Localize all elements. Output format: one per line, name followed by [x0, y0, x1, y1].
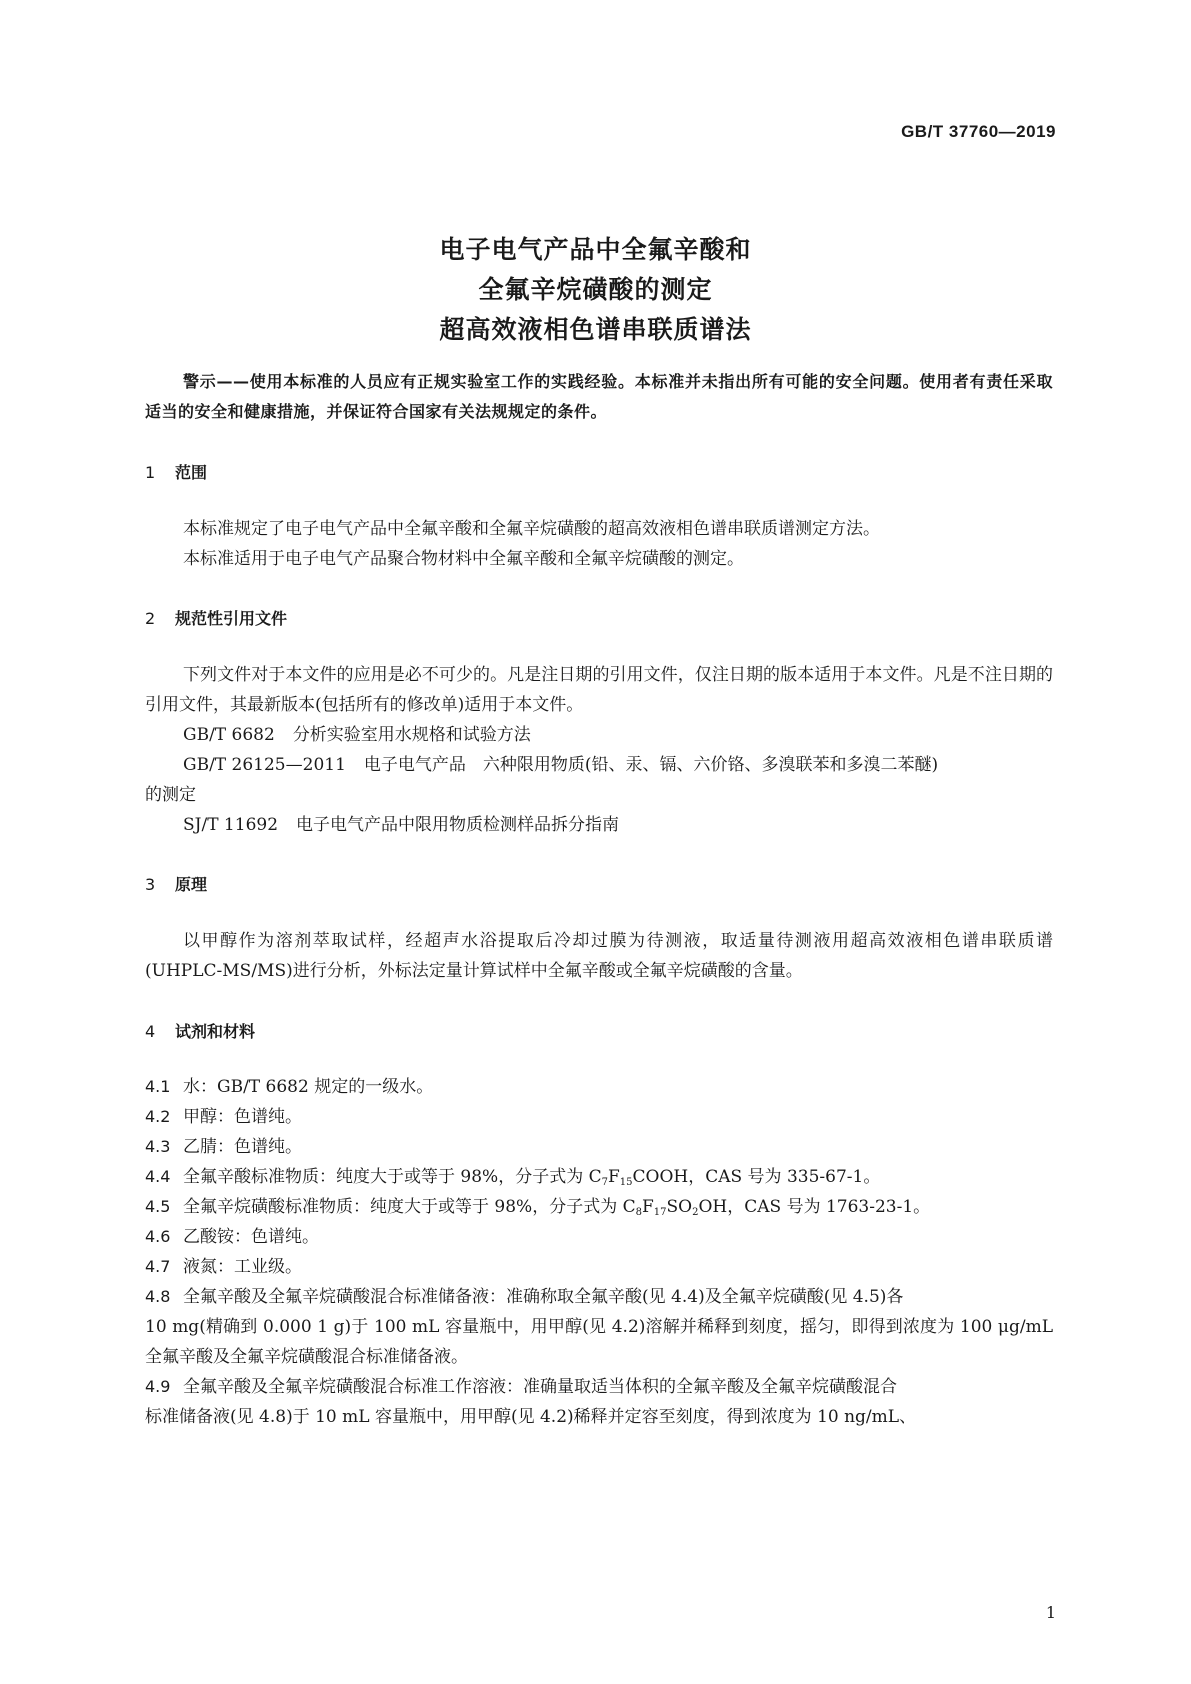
item-text: 甲醇：色谱纯。: [183, 1107, 302, 1127]
reference-code: GB/T 26125—2011: [183, 755, 346, 775]
section-title: 试剂和材料: [175, 1022, 256, 1041]
item-text: 全氟辛烷磺酸标准物质：纯度大于或等于 98%，分子式为 C: [183, 1197, 636, 1217]
scope-paragraph-1: 本标准规定了电子电气产品中全氟辛酸和全氟辛烷磺酸的超高效液相色谱串联质谱测定方法。: [183, 519, 880, 539]
subscript: 2: [692, 1207, 699, 1218]
item-text: SO: [666, 1197, 693, 1217]
reagent-item: [145, 1282, 1053, 1312]
section-1-heading: [145, 460, 207, 483]
title-line-2: 全氟辛烷磺酸的测定: [478, 275, 713, 304]
reference-item: [183, 750, 938, 780]
item-text: F: [641, 1197, 654, 1217]
section-number: 1: [145, 463, 156, 482]
item-number: 4.2: [145, 1107, 171, 1126]
reagent-item: [145, 1072, 1053, 1102]
reagent-item: [145, 1372, 1053, 1402]
section-number: 4: [145, 1022, 156, 1041]
reagent-item: [145, 1192, 1053, 1222]
reference-item: [183, 720, 531, 750]
reagent-item-continued: 10 mg(精确到 0.000 1 g)于 100 mL 容量瓶中，用甲醇(见 4.2)溶解并稀释到刻度，摇匀，即得到浓度为 100 μg/mL 全氟辛酸及全氟辛烷磺酸混合标准储备液。: [145, 1317, 1053, 1367]
item-text: 乙酸铵：色谱纯。: [183, 1227, 319, 1247]
reference-title: 电子电气产品中限用物质检测样品拆分指南: [296, 815, 620, 835]
subscript: 15: [619, 1177, 633, 1188]
references-intro: 下列文件对于本文件的应用是必不可少的。凡是注日期的引用文件，仅注日期的版本适用于本文件。凡是不注日期的引用文件，其最新版本(包括所有的修改单)适用于本文件。: [145, 665, 1053, 715]
item-text: 全氟辛酸标准物质：纯度大于或等于 98%，分子式为 C: [183, 1167, 602, 1187]
subscript: 8: [635, 1207, 642, 1218]
reagent-item: [145, 1162, 1053, 1192]
subscript: 17: [653, 1207, 667, 1218]
section-number: 3: [145, 875, 156, 894]
section-title: 原理: [175, 875, 208, 894]
item-number: 4.6: [145, 1227, 171, 1246]
item-number: 4.1: [145, 1077, 171, 1096]
document-title: [0, 230, 1191, 350]
item-text: OH，CAS 号为 1763-23-1。: [698, 1197, 931, 1217]
reference-code: GB/T 6682: [183, 725, 275, 745]
scope-paragraph-2: 本标准适用于电子电气产品聚合物材料中全氟辛酸和全氟辛烷磺酸的测定。: [183, 549, 744, 569]
item-number: 4.3: [145, 1137, 171, 1156]
item-text: 全氟辛酸及全氟辛烷磺酸混合标准储备液：准确称取全氟辛酸(见 4.4)及全氟辛烷磺酸(见 4.5)各: [183, 1287, 904, 1307]
warning-paragraph: 警示——使用本标准的人员应有正规实验室工作的实践经验。本标准并未指出所有可能的安全问题。使用者有责任采取适当的安全和健康措施，并保证符合国家有关法规规定的条件。: [145, 372, 1053, 421]
section-3-heading: [145, 872, 207, 895]
reference-title: 电子电气产品 六种限用物质(铅、汞、镉、六价铬、多溴联苯和多溴二苯醚): [363, 755, 939, 775]
item-number: 4.8: [145, 1287, 171, 1306]
item-number: 4.5: [145, 1197, 171, 1216]
item-number: 4.9: [145, 1377, 171, 1396]
page-number: 1: [1045, 1603, 1056, 1622]
item-text: F: [607, 1167, 620, 1187]
principle-paragraph: 以甲醇作为溶剂萃取试样，经超声水浴提取后冷却过膜为待测液，取适量待测液用超高效液相色谱串联质谱(UHPLC-MS/MS)进行分析，外标法定量计算试样中全氟辛酸或全氟辛烷磺酸的含量。: [145, 931, 1053, 981]
reagent-item: [145, 1102, 1053, 1132]
reagent-item: [145, 1252, 1053, 1282]
item-number: 4.4: [145, 1167, 171, 1186]
item-number: 4.7: [145, 1257, 171, 1276]
reference-code: SJ/T 11692: [183, 815, 279, 835]
item-text: COOH，CAS 号为 335-67-1。: [632, 1167, 881, 1187]
title-line-1: 电子电气产品中全氟辛酸和: [439, 235, 752, 264]
section-number: 2: [145, 609, 156, 628]
section-title: 规范性引用文件: [175, 609, 288, 628]
section-2-heading: [145, 606, 287, 629]
section-title: 范围: [175, 463, 208, 482]
reagent-item-continued: 标准储备液(见 4.8)于 10 mL 容量瓶中，用甲醇(见 4.2)稀释并定容至刻度，得到浓度为 10 ng/mL、: [145, 1407, 917, 1427]
reagent-item: [145, 1222, 1053, 1252]
section-4-heading: [145, 1019, 255, 1042]
reference-item: [183, 810, 619, 840]
subscript: 7: [601, 1177, 608, 1188]
item-text: 乙腈：色谱纯。: [183, 1137, 302, 1157]
item-text: 全氟辛酸及全氟辛烷磺酸混合标准工作溶液：准确量取适当体积的全氟辛酸及全氟辛烷磺酸混合: [183, 1377, 897, 1397]
title-line-3: 超高效液相色谱串联质谱法: [439, 315, 752, 344]
item-text: 液氮：工业级。: [183, 1257, 302, 1277]
reference-title: 分析实验室用水规格和试验方法: [292, 725, 531, 745]
item-text: 水：GB/T 6682 规定的一级水。: [183, 1077, 434, 1097]
reagent-item: [145, 1132, 1053, 1162]
reference-title-continued: 的测定: [145, 785, 196, 805]
standard-number: GB/T 37760—2019: [901, 122, 1056, 141]
